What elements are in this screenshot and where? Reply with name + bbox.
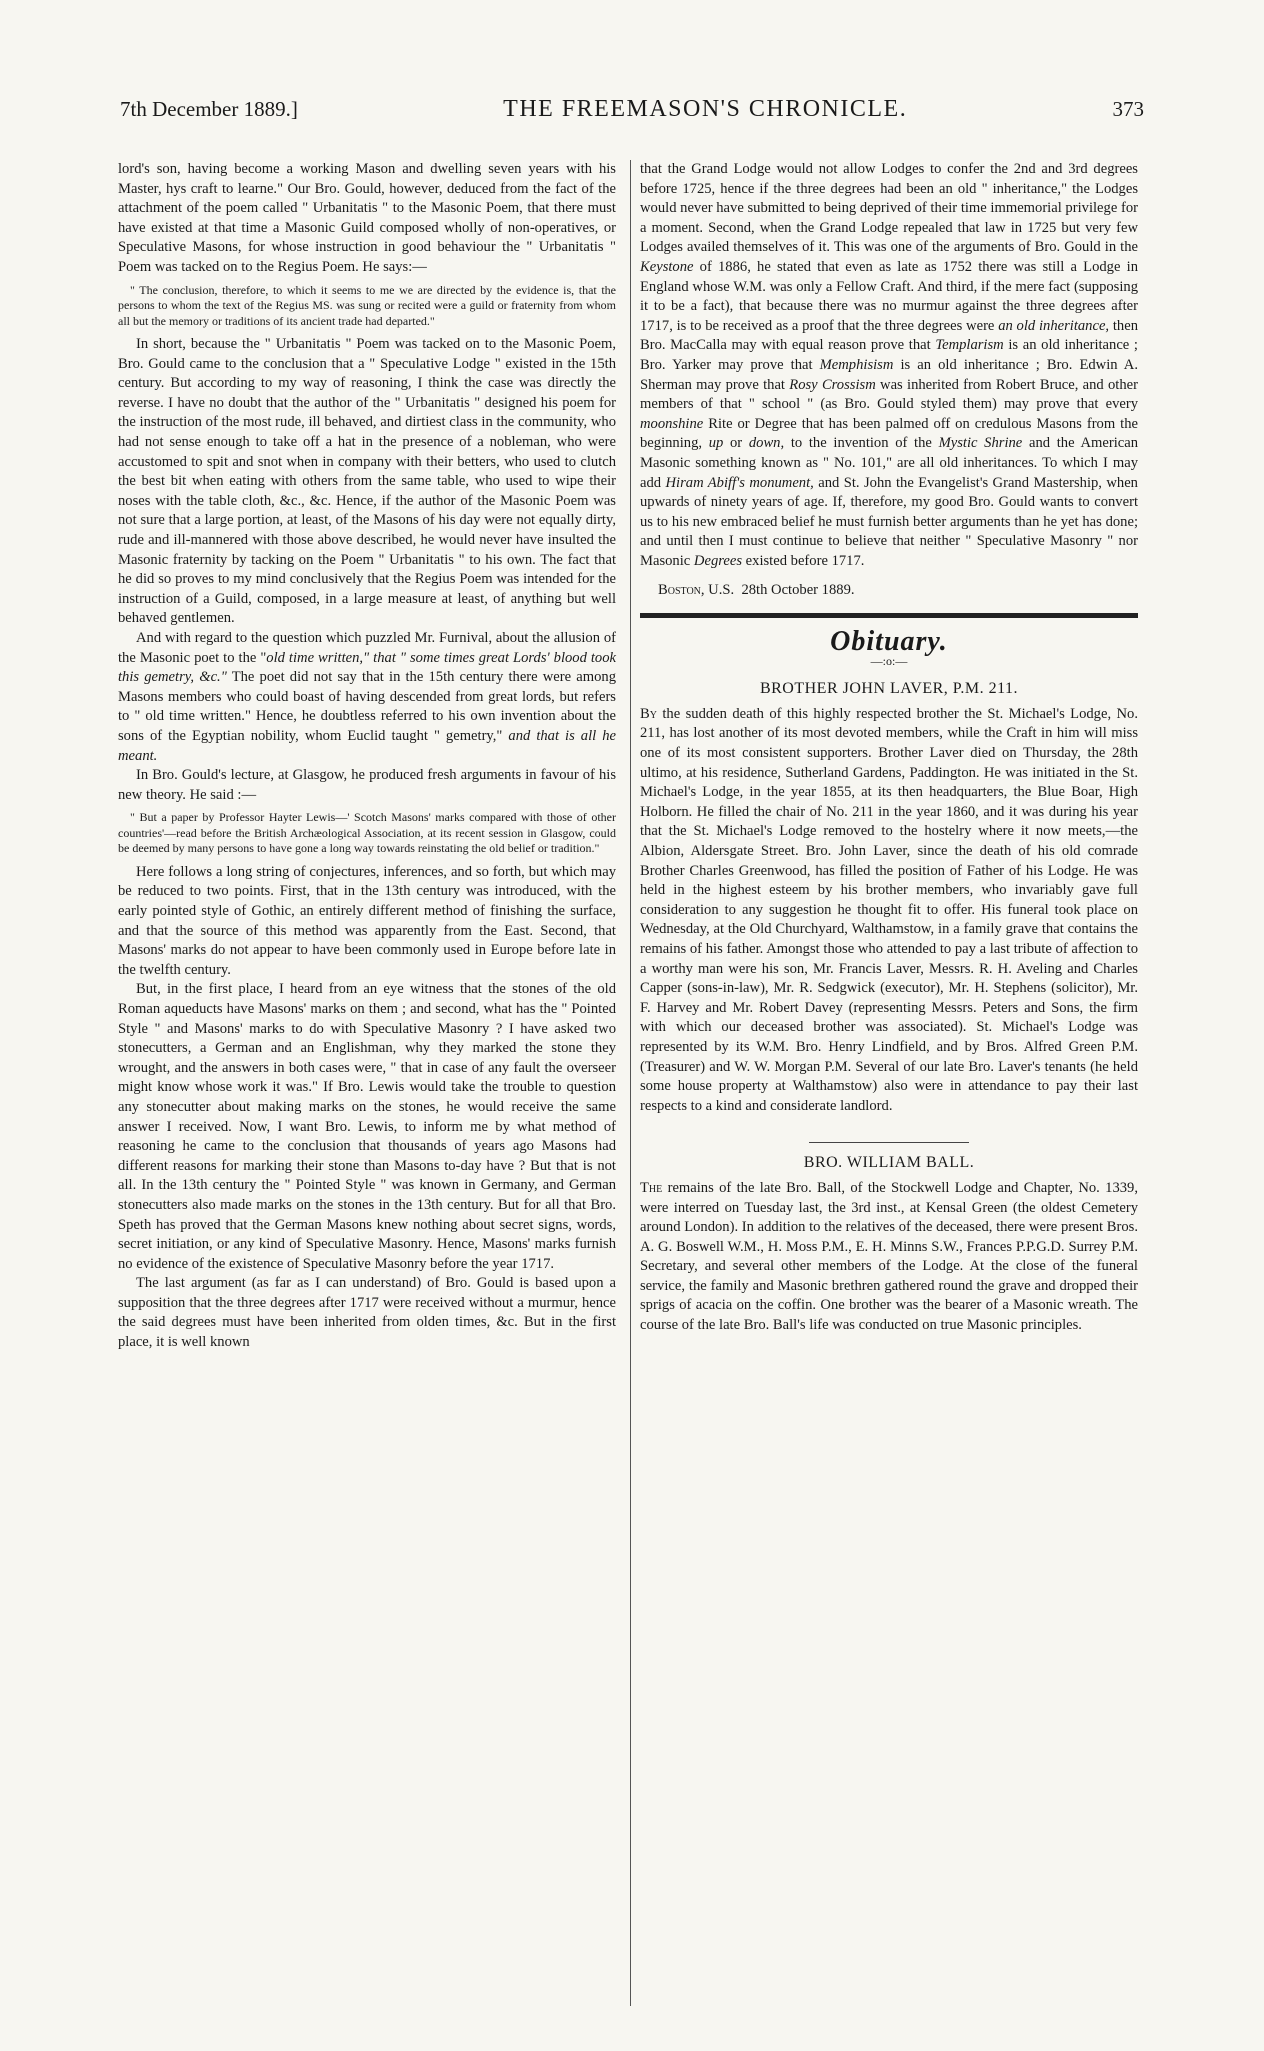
signature-date: 28th October 1889.: [741, 582, 855, 599]
text-run: Rite or Degree that has been palmed off on credulous Masons from the beginning,: [640, 415, 1138, 452]
paragraph: [640, 705, 1138, 1116]
text-run: The poet did not say that in the 15th century there were among Masons members who could boast of having descended from great lords, but refers to " old time written." Hence, he doubtless referred to his own invention about the sons of the Egyptian nobility, whom Euclid taught " gemetry,": [118, 669, 616, 744]
block-quote: [118, 283, 616, 330]
text-run: existed before 1717.: [742, 552, 865, 569]
text-run: or: [723, 435, 749, 452]
text-run: and the American Masonic something known as " No. 101," are all old inheritances. To which I may add: [640, 435, 1139, 491]
paragraph: [640, 160, 1138, 571]
text-run: was inherited from Robert Bruce, and other members of that " school " (as Bro. Gould styled them) may prove that every: [640, 376, 1138, 413]
drop-word: The: [640, 1179, 663, 1196]
block-quote: [118, 810, 616, 857]
issue-date: 7th December 1889.]: [120, 97, 298, 121]
ornament-divider: —:o:—: [870, 653, 908, 668]
text-run: is an old inheritance ; Bro. Yarker may prove that: [640, 337, 1138, 373]
text-run: that the Grand Lodge would not allow Lodges to confer the 2nd and 3rd degrees before 1725, hence if the three degrees had been an old " inheritance," the Lodges would never have submitted to being deprived of their time immemorial privilege for a moment. Second, when the Grand Lodge repealed that law in 1725 but very few Lodges availed themselves of it. This was one of the arguments of Bro. Gould in the: [640, 161, 1138, 256]
italic-run: up: [708, 435, 724, 452]
page-number: 373: [1112, 97, 1144, 121]
signature-line: [640, 581, 1138, 601]
paragraph: [640, 1179, 1138, 1336]
text-run: remains of the late Bro. Ball, of the Stockwell Lodge and Chapter, No. 1339, were interred on Tuesday last, the 3rd inst., at Kensal Green (the oldest Cemetery around London). In addition to the relatives of the deceased, there were present Bros. A. G. Boswell W.M., H. Moss P.M., E. H. Minns S.W., Frances P.P.G.D. Surrey P.M. Secretary, and several other members of the Lodge. At the close of the funeral service, the family and Masonic brethren gathered round the grave and dropped their sprigs of acacia on the coffin. One brother was the bearer of a Masonic wreath. The course of the late Bro. Ball's life was conducted on true Masonic principles.: [640, 1179, 1138, 1334]
right-column: [640, 160, 1138, 1336]
italic-run: Keystone: [640, 258, 694, 275]
column-divider: [630, 160, 631, 2006]
text-run: to the invention of the: [784, 435, 939, 452]
drop-word: By: [640, 705, 657, 722]
text-run: is an old inheritance ; Bro. Edwin A. Sherman may prove that: [640, 356, 1138, 393]
italic-run: Mystic Shrine: [938, 435, 1023, 452]
text-run: and St. John the Evangelist's Grand Mastership, when upwards of ninety years of age. If, therefore, my good Bro. Gould wants to convert us to his new embraced belief he must furnish better arguments than he yet has done; and until then I must continue to believe that neither " Speculative Masonry " nor Masonic: [640, 474, 1138, 569]
italic-run: Degrees: [693, 552, 743, 569]
italic-run: Memphisism: [819, 356, 894, 373]
publication-title: THE FREEMASON'S CHRONICLE.: [503, 96, 908, 122]
quote-text: " But a paper by Professor Hayter Lewis—' Scotch Masons' marks compared with those of other countries'—read before the British Archæological Association, at its recent session in Glasgow, could be deemed by many persons to have gone a long way towards reinstating the old belief or tradition.": [118, 810, 616, 856]
paragraph: But, in the first place, I heard from an eye witness that the stones of the old Roman aqueducts have Masons' marks on them ; and second, what has the " Pointed Style " and Masons' marks to do with Speculative Masonry ? I have asked two stonecutters, a German and an Englishman, why they marked the stone they wrought, and the answers in both cases were, " that in case of any fault the overseer might know whose work it was." If Bro. Lewis would take the trouble to question any stonecutter about making marks on the stones, he would receive the same answer I received. Now, I want Bro. Lewis, to inform me by what method of reasoning he came to the conclusion that thousands of years ago Masons had different reasons for marking their stone than Masons to-day have ? But that is not all. In the 13th century the " Pointed Style " was known in Germany, and German stonecutters also made marks on the stones in the 13th century. But for all that Bro. Speth has proved that the German Masons knew nothing about secret signs, words, secret initiation, or any kind of Speculative Masonry. Hence, Masons' marks furnish no evidence of the existence of Speculative Masonry before the year 1717.: [118, 981, 616, 1272]
italic-run: moonshine: [640, 415, 704, 432]
paragraph: Here follows a long string of conjectures, inferences, and so forth, but which may be reduced to two points. First, that in the 13th century was introduced, with the early pointed style of Gothic, an entirely different method of finishing the surface, and that the source of this method was apparently from the East. Second, that Masons' marks do not appear to have been commonly used in Europe before late in the twelfth century.: [118, 863, 616, 978]
italic-run: down,: [748, 435, 785, 452]
section-divider: [640, 613, 1138, 618]
laver-heading: BROTHER JOHN LAVER, P.M. 211.: [759, 680, 1019, 698]
italic-run: Templarism: [935, 337, 1004, 354]
paragraph: In Bro. Gould's lecture, at Glasgow, he produced fresh arguments in favour of his new theory. He said :—: [118, 767, 616, 803]
text-run: the sudden death of this highly respected brother the St. Michael's Lodge, No. 211, has lost another of its most devoted members, while the Craft in him will miss one of its most consistent supporters. Brother Laver died on Thursday, the 28th ultimo, at his residence, Sutherland Gardens, Paddington. He was initiated in the St. Michael's Lodge, in the year 1855, at its then headquarters, the Blue Boar, High Holborn. He filled the chair of No. 211 in the year 1860, and it was during his year that the St. Michael's Lodge removed to the hostelry where it now meets,—the Albion, Aldersgate Street. Bro. John Laver, since the death of his old comrade Brother Charles Greenwood, has filled the position of Father of his Lodge. He was held in the highest esteem by his brother members, who invariably gave full consideration to any suggestion he thought fit to offer. His funeral took place on Wednesday, at the Old Churchyard, Walthamstow, in a family grave that contains the remains of his father. Amongst those who attended to pay a last tribute of affection to a worthy man were his son, Mr. Francis Laver, Messrs. R. H. Aveling and Charles Capper (sons-in-law), Mr. R. Sedgwick (executor), Mr. H. Stephens (solicitor), Mr. F. Harvey and Mr. Robert Davey (representing Messrs. Peters and Sons, the firm with which our deceased brother was associated). St. Michael's Lodge was represented by its W.M. Bro. Henry Lindfield, and by Bros. Alfred Green P.M. (Treasurer) and W. W. Morgan P.M. Several of our late Bro. Laver's tenants (he held some house property at Walthamstow) also were in attendance to pay their last respects to a kind and considerate landlord.: [640, 705, 1138, 1114]
page-header: [120, 96, 1144, 123]
paragraph: In short, because the " Urbanitatis " Poem was tacked on to the Masonic Poem, Bro. Gould came to the conclusion that a " Speculative Lodge " existed in the 15th century. But according to my way of reasoning, I think the case was directly the reverse. I have no doubt that the author of the " Urbanitatis " designed his poem for the instruction of the most rude, ill behaved, and dirtiest class in the community, who had not sense enough to take off a hat in the presence of a nobleman, who were accustomed to spit and snot when in company with their betters, who used to clutch the best bit when eating with others from the same table, who used to wipe their noses with the table cloth, &c., &c. Hence, if the author of the Masonic Poem was not sure that a large portion, at least, of the Masons of his day were not equally dirty, rude and ill-mannered with those above described, he would never have insulted the Masonic fraternity by tacking on the Poem " Urbanitatis " to his own. The fact that he did so proves to my mind conclusively that the Regius Poem was intended for the instruction of a Guild, composed, in a large measure at least, of anything but well behaved gentlemen.: [118, 336, 616, 627]
signature-place: Boston, U.S.: [658, 582, 735, 599]
quote-text: " The conclusion, therefore, to which it seems to me we are directed by the evidence is, that the persons to whom the text of the Regius MS. was sung or recited were a guild or fraternity from whom all but the memory or traditions of its ancient trade had departed.": [118, 282, 616, 328]
obituary-heading: Obituary.: [830, 626, 948, 658]
italic-run: and that is all he meant.: [118, 727, 617, 764]
ball-heading: BRO. WILLIAM BALL.: [803, 1154, 975, 1172]
italic-run: old time written," that " some times great Lords' blood took this gemetry, &c.": [118, 649, 616, 686]
italic-run: an old inheritance,: [998, 317, 1110, 334]
short-divider: [809, 1142, 969, 1143]
text-run: And with regard to the question which puzzled Mr. Furnival, about the allusion of the Masonic poet to the ": [118, 629, 616, 666]
paragraph: [118, 629, 616, 766]
text-run: then Bro. MacCalla may with equal reason prove that: [640, 317, 1138, 354]
left-column: [118, 160, 616, 1353]
italic-run: Rosy Crossism: [789, 376, 876, 393]
text-run: of 1886, he stated that even as late as 1752 there was still a Lodge in England whose W.M. was only a Fellow Craft. And third, if the mere fact (supposing it to be a fact), that because there was no murmur against the three degrees after 1717, is to be received as a proof that the three degrees were: [640, 258, 1138, 334]
italic-run: Hiram Abiff's monument,: [665, 474, 814, 491]
paragraph: The last argument (as far as I can understand) of Bro. Gould is based upon a supposition that the three degrees after 1717 were received without a murmur, hence the said degrees must have been inherited from olden times, &c. But in the first place, it is well known: [118, 1275, 616, 1351]
paragraph: lord's son, having become a working Mason and dwelling seven years with his Master, hys craft to learne." Our Bro. Gould, however, deduced from the fact of the attachment of the poem called " Urbanitatis " to the Masonic Poem, that there must have existed at that time a Masonic Guild composed wholly of non-operatives, or Speculative Masons, for whose instruction in good behaviour the " Urbanitatis " Poem was tacked on to the Regius Poem. He says:—: [118, 161, 616, 275]
